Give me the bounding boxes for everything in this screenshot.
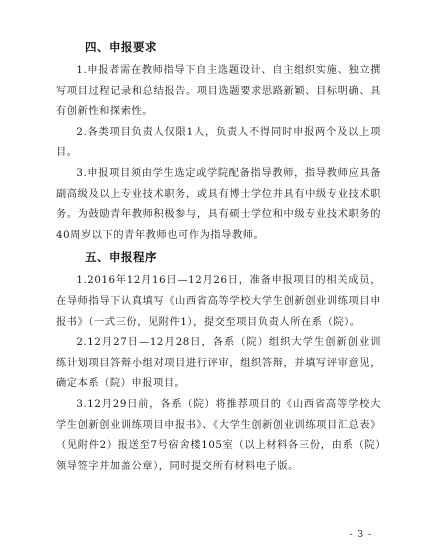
page-number: - 3 - [349, 530, 372, 540]
paragraph-requirement-3: 3.申报项目须由学生选定或学院配备指导教师，指导教师应具备副高级及以上专业技术职务，或具有博士学位并具有中级专业技术职务。为鼓励青年教师积极参与，具有硕士学位和中级专业技术职务的40周岁以下的青年教师也可作为指导教师。 [56, 167, 381, 241]
section-heading-application-procedure: 五、申报程序 [85, 250, 157, 265]
document-body [56, 36, 381, 477]
section-heading-application-requirements: 四、申报要求 [85, 40, 157, 54]
paragraph-requirement-2: 2.各类项目负责人仅限1人，负责人不得同时申报两个及以上项目。 [56, 126, 381, 159]
paragraph-procedure-3: 3.12月29日前，各系（院）将推荐项目的《山西省高等学校大学生创新创业训练项目申报书》、《大学生创新创业训练项目汇总表》（见附件2）报送至7号宿舍楼105室（以上材料各三份，由系（院）领导签字并加盖公章），同时提交所有材料电子版。 [56, 398, 381, 472]
paragraph-procedure-1: 1.2016年12月16日—12月26日，准备申报项目的相关成员，在导师指导下认真填写《山西省高等学校大学生创新创业训练项目申报书》（一式三份，见附件1），提交至项目负责人所在系（院）。 [56, 275, 381, 328]
paragraph-procedure-2: 2.12月27日—12月28日，各系（院）组织大学生创新创业训练计划项目答辩小组对项目进行评审，组织答辩，并填写评审意见，确定本系（院）申报项目。 [56, 337, 381, 390]
paragraph-requirement-1: 1.申报者需在教师指导下自主选题设计、自主组织实施、独立撰写项目过程记录和总结报告。项目选题要求思路新颖、目标明确、具有创新性和探索性。 [56, 65, 381, 118]
